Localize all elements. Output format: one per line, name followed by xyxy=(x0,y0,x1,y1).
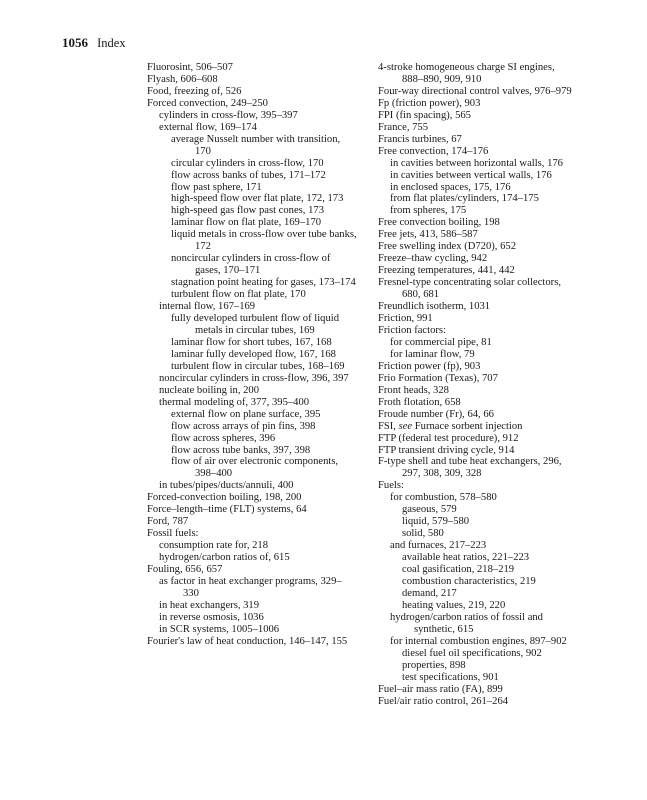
index-entry: laminar flow on flat plate, 169–170 xyxy=(171,217,322,229)
index-entry: properties, 898 xyxy=(402,659,466,671)
index-entry: stagnation point heating for gases, 173–174 xyxy=(171,277,356,289)
index-entry: FSI, see Furnace sorbent injection xyxy=(378,420,523,432)
index-entry: average Nusselt number with transition, 170 xyxy=(171,133,341,157)
index-entry: and furnaces, 217–223 xyxy=(390,540,487,552)
index-entry: turbulent flow on flat plate, 170 xyxy=(171,289,306,301)
index-entry: hydrogen/carbon ratios of fossil and synthetic, 615 xyxy=(390,611,543,635)
index-entry: flow past sphere, 171 xyxy=(171,181,262,193)
index-entry: FTP transient driving cycle, 914 xyxy=(378,444,515,456)
index-entry: Fluorosint, 506–507 xyxy=(147,62,233,73)
section-title: Index xyxy=(97,36,126,50)
index-entry: Free convection boiling, 198 xyxy=(378,217,500,229)
page-number: 1056 xyxy=(62,35,88,50)
index-entry: gaseous, 579 xyxy=(402,504,457,516)
index-entry: Fouling, 656, 657 xyxy=(147,564,223,576)
index-entry: laminar flow for short tubes, 167, 168 xyxy=(171,336,332,348)
index-entry: Fossil fuels: xyxy=(147,528,199,540)
index-entry: noncircular cylinders in cross-flow of gases, 170–171 xyxy=(171,253,331,277)
index-entry: internal flow, 167–169 xyxy=(159,301,256,313)
index-entry: Froude number (Fr), 64, 66 xyxy=(378,408,494,420)
index-entry: Fuel/air ratio control, 261–264 xyxy=(378,695,509,707)
index-entry: flow across banks of tubes, 171–172 xyxy=(171,169,326,181)
index-entry: high-speed flow over flat plate, 172, 173 xyxy=(171,193,344,205)
index-entry: consumption rate for, 218 xyxy=(159,540,269,552)
index-entry: Fourier's law of heat conduction, 146–147, 155 xyxy=(147,635,348,647)
index-entry: Friction factors: xyxy=(378,324,446,336)
index-entry: France, 755 xyxy=(378,121,429,133)
index-entry: solid, 580 xyxy=(402,528,444,540)
index-entry: FTP (federal test procedure), 912 xyxy=(378,432,519,444)
index-entry: hydrogen/carbon ratios of, 615 xyxy=(159,552,290,564)
index-entry: liquid metals in cross-flow over tube banks, 172 xyxy=(171,229,357,253)
index-entry: Front heads, 328 xyxy=(378,384,449,396)
index-entry: Free swelling index (D720), 652 xyxy=(378,241,516,253)
index-entry: Freundlich isotherm, 1031 xyxy=(378,301,491,313)
index-entry: Freeze–thaw cycling, 942 xyxy=(378,253,488,265)
index-entry: from spheres, 175 xyxy=(390,205,467,217)
index-entry: thermal modeling of, 377, 395–400 xyxy=(159,396,310,408)
index-entry: in cavities between horizontal walls, 176 xyxy=(390,157,563,169)
index-entry: flow across spheres, 396 xyxy=(171,432,276,444)
index-entry: flow across arrays of pin fins, 398 xyxy=(171,420,316,432)
index-entry: in enclosed spaces, 175, 176 xyxy=(390,181,511,193)
index-entry: Four-way directional control valves, 976–979 xyxy=(378,85,572,97)
index-entry: Forced convection, 249–250 xyxy=(147,97,268,109)
index-entry: F-type shell and tube heat exchangers, 296, 297, 308, 309, 328 xyxy=(378,456,562,480)
index-entry: Fuel–air mass ratio (FA), 899 xyxy=(378,683,503,695)
index-entry: cylinders in cross-flow, 395–397 xyxy=(159,109,298,121)
index-entry: Force–length–time (FLT) systems, 64 xyxy=(147,504,307,516)
index-entry: demand, 217 xyxy=(402,587,457,599)
index-entry: high-speed gas flow past cones, 173 xyxy=(171,205,324,217)
index-entry: in heat exchangers, 319 xyxy=(159,599,260,611)
index-entry: Fuels: xyxy=(378,480,404,492)
index-column-right xyxy=(378,62,578,707)
index-column-left xyxy=(147,62,357,648)
index-entry: Froth flotation, 658 xyxy=(378,396,461,408)
index-entry: in cavities between vertical walls, 176 xyxy=(390,169,552,181)
index-entry: Fresnel-type concentrating solar collectors, 680, 681 xyxy=(378,277,561,301)
index-entry: combustion characteristics, 219 xyxy=(402,575,536,587)
index-entry: Free convection, 174–176 xyxy=(378,145,489,157)
index-entry: for combustion, 578–580 xyxy=(390,492,497,504)
index-entry: in reverse osmosis, 1036 xyxy=(159,611,264,623)
index-entry: Free jets, 413, 586–587 xyxy=(378,229,478,241)
index-entry: for commercial pipe, 81 xyxy=(390,336,492,348)
index-entry: for laminar flow, 79 xyxy=(390,348,475,360)
index-entry: laminar fully developed flow, 167, 168 xyxy=(171,348,336,360)
index-entry: as factor in heat exchanger programs, 329–330 xyxy=(159,575,342,599)
index-entry: Friction power (fp), 903 xyxy=(378,360,481,372)
index-entry: Food, freezing of, 526 xyxy=(147,85,242,97)
index-entry: Friction, 991 xyxy=(378,313,433,325)
index-entry: flow across tube banks, 397, 398 xyxy=(171,444,311,456)
index-entry: fully developed turbulent flow of liquid metals in circular tubes, 169 xyxy=(171,313,339,336)
index-entry: test specifications, 901 xyxy=(402,671,499,683)
index-entry: circular cylinders in cross-flow, 170 xyxy=(171,157,324,169)
index-entry: available heat ratios, 221–223 xyxy=(402,552,530,564)
index-entry: Frio Formation (Texas), 707 xyxy=(378,372,498,384)
index-entry: coal gasification, 218–219 xyxy=(402,564,515,576)
index-entry: Flyash, 606–608 xyxy=(147,73,218,85)
index-entry: from flat plates/cylinders, 174–175 xyxy=(390,193,539,205)
index-entry: heating values, 219, 220 xyxy=(402,599,506,611)
index-entry: 4-stroke homogeneous charge SI engines, 888–890, 909, 910 xyxy=(378,62,555,85)
index-entry: diesel fuel oil specifications, 902 xyxy=(402,647,542,659)
index-entry: Francis turbines, 67 xyxy=(378,133,462,145)
index-entry: Forced-convection boiling, 198, 200 xyxy=(147,492,302,504)
index-entry: Freezing temperatures, 441, 442 xyxy=(378,265,515,277)
index-entry: turbulent flow in circular tubes, 168–169 xyxy=(171,360,345,372)
index-entry: nucleate boiling in, 200 xyxy=(159,384,260,396)
index-entry: FPI (fin spacing), 565 xyxy=(378,109,471,121)
index-entry: Ford, 787 xyxy=(147,516,189,528)
index-entry: liquid, 579–580 xyxy=(402,516,470,528)
index-entry: in SCR systems, 1005–1006 xyxy=(159,623,280,635)
index-entry: external flow, 169–174 xyxy=(159,121,257,133)
index-entry: for internal combustion engines, 897–902 xyxy=(390,635,567,647)
page-header xyxy=(62,36,126,50)
index-entry: flow of air over electronic components, 398–400 xyxy=(171,456,339,480)
index-entry: in tubes/pipes/ducts/annuli, 400 xyxy=(159,480,294,492)
index-entry: external flow on plane surface, 395 xyxy=(171,408,321,420)
index-entry: noncircular cylinders in cross-flow, 396, 397 xyxy=(159,372,349,384)
index-entry: Fp (friction power), 903 xyxy=(378,97,481,109)
